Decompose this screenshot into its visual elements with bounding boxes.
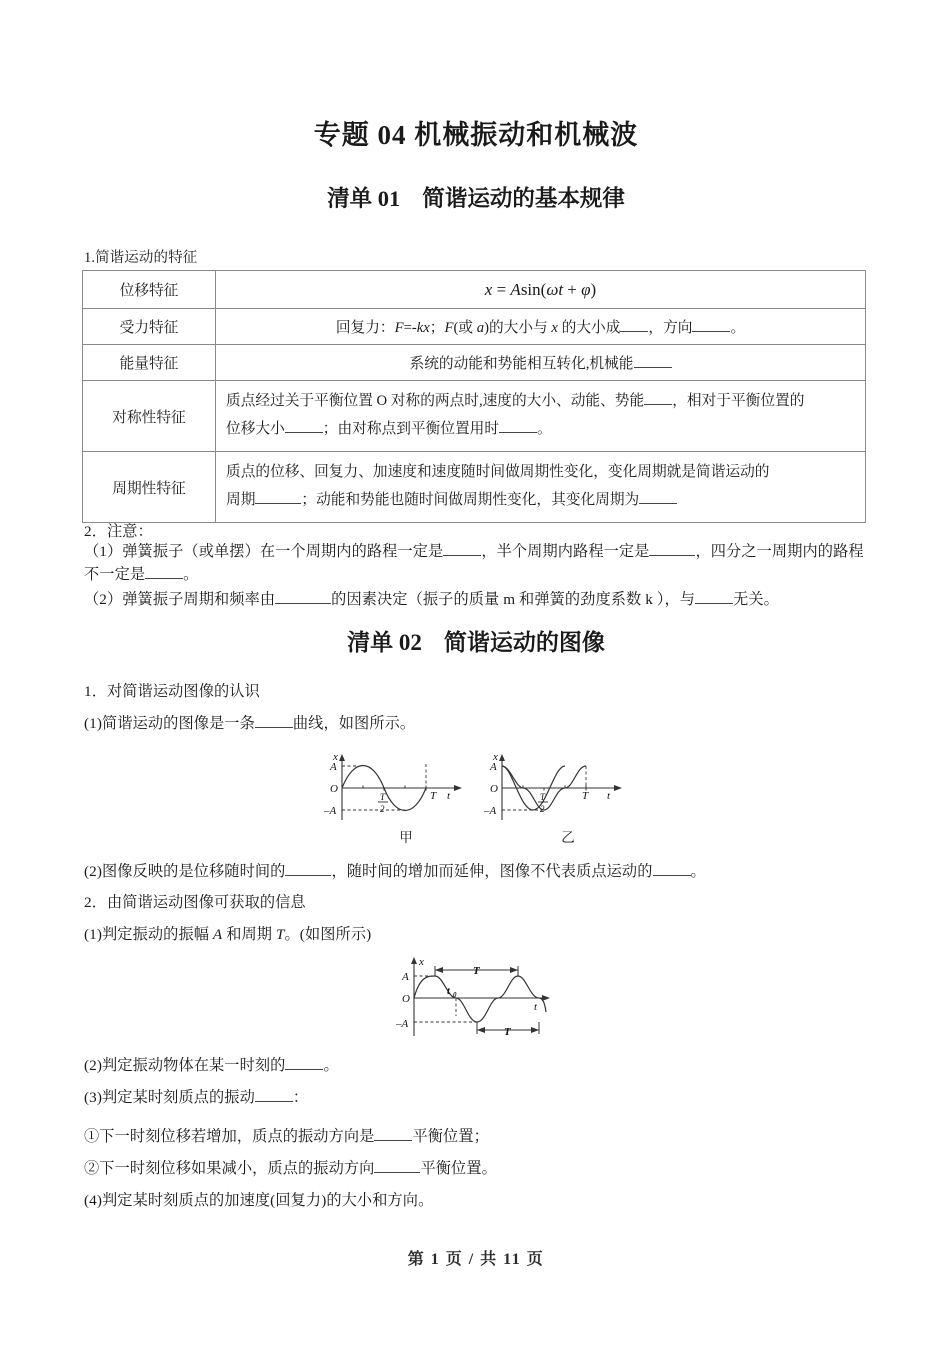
table-row bbox=[83, 345, 866, 381]
feature-list-label: 1.简谐运动的特征 bbox=[84, 250, 198, 266]
svg-text:2: 2 bbox=[540, 804, 545, 814]
y-axis-arrow bbox=[411, 957, 417, 964]
row-key-displacement: 位移特征 bbox=[83, 271, 216, 309]
item-2-label: 2．由简谐运动图像可获取的信息 bbox=[84, 894, 306, 911]
note-heading: 2．注意： bbox=[84, 523, 153, 540]
note-item-2: （2）弹簧振子周期和频率由 的因素决定（振子的质量 m 和弹簧的劲度系数 k ），与 无关。 bbox=[84, 588, 874, 611]
item-2-3: (3)判定某时刻质点的振动 ： bbox=[84, 1086, 308, 1109]
row-value-energy: 系统的动能和势能相互转化,机械能 bbox=[216, 345, 866, 381]
item-2-1: (1)判定振动的振幅 A 和周期 T。(如图所示) bbox=[84, 926, 372, 943]
svg-text:T: T bbox=[504, 1026, 511, 1038]
figure-sine-jia bbox=[316, 752, 476, 829]
svg-text:T: T bbox=[540, 792, 546, 802]
period-bottom-arrow-left bbox=[477, 1027, 485, 1033]
item-1-1: (1)简谐运动的图像是一条 曲线，如图所示。 bbox=[84, 712, 415, 735]
y-axis-arrow bbox=[339, 754, 345, 761]
period-top-arrow-right bbox=[510, 967, 518, 973]
item-1-2: (2)图像反映的是位移随时间的 ，随时间的增加而延伸，图像不代表质点运动的 。 bbox=[84, 860, 874, 883]
x-axis-arrow bbox=[614, 785, 622, 791]
svg-text:–A: –A bbox=[324, 805, 337, 817]
svg-text:A: A bbox=[402, 971, 409, 983]
svg-text:–A: –A bbox=[484, 805, 497, 817]
page-footer: 第 1 页 / 共 11 页 bbox=[407, 1251, 545, 1268]
sine-curve bbox=[414, 976, 546, 1022]
row-key-energy: 能量特征 bbox=[83, 345, 216, 381]
svg-text:A: A bbox=[330, 761, 337, 773]
harmonic-features-table bbox=[82, 270, 866, 523]
item-2-4: (4)判定某时刻质点的加速度(回复力)的大小和方向。 bbox=[84, 1192, 434, 1209]
table-row bbox=[83, 381, 866, 452]
figure-period-amplitude bbox=[388, 952, 568, 1049]
axis-label-x-var: x bbox=[493, 752, 498, 763]
period-top-arrow-left bbox=[435, 967, 443, 973]
svg-text:T: T bbox=[473, 965, 480, 977]
row-key-symmetry: 对称性特征 bbox=[83, 381, 216, 452]
svg-text:2: 2 bbox=[380, 804, 385, 814]
row-value-periodicity: 质点的位移、回复力、加速度和速度随时间做周期性变化，变化周期就是简谐运动的 周期 ；动能和势能也随时间做周期性变化，其变化周期为 bbox=[216, 452, 866, 523]
svg-text:t: t bbox=[447, 790, 451, 802]
section-2-text: 简谐运动的图像 bbox=[443, 630, 605, 655]
item-2-2: (2)判定振动物体在某一时刻的 。 bbox=[84, 1054, 339, 1077]
x-axis-arrow bbox=[454, 785, 462, 791]
section-1-text: 简谐运动的基本规律 bbox=[422, 186, 625, 211]
cosine-graph-yi bbox=[476, 752, 636, 824]
svg-text:O: O bbox=[330, 783, 338, 795]
svg-text:0: 0 bbox=[453, 991, 457, 999]
figure-caption-jia: 甲 bbox=[399, 830, 413, 845]
svg-text:t: t bbox=[447, 986, 450, 997]
axis-label-x-var: x bbox=[419, 956, 424, 968]
svg-text:O: O bbox=[402, 993, 410, 1005]
sine-graph-jia bbox=[316, 752, 476, 824]
svg-text:O: O bbox=[490, 783, 498, 795]
table-row bbox=[83, 271, 866, 309]
svg-text:t: t bbox=[607, 790, 611, 802]
table-row bbox=[83, 309, 866, 345]
svg-text:T: T bbox=[582, 790, 589, 802]
item-2-3-a: ①下一时刻位移若增加，质点的振动方向是 平衡位置； bbox=[84, 1125, 489, 1148]
item-2-3-b: ②下一时刻位移如果减小，质点的振动方向 平衡位置。 bbox=[84, 1157, 497, 1180]
section-1-prefix: 清单 01 bbox=[327, 186, 401, 211]
section-heading-1 bbox=[0, 181, 952, 213]
figure-cosine-yi bbox=[476, 752, 636, 829]
y-axis-arrow bbox=[499, 754, 505, 761]
svg-text:A: A bbox=[490, 761, 497, 773]
section-2-prefix: 清单 02 bbox=[347, 630, 422, 655]
row-key-periodicity: 周期性特征 bbox=[83, 452, 216, 523]
section-heading-2 bbox=[0, 624, 952, 657]
row-value-symmetry: 质点经过关于平衡位置 O 对称的两点时,速度的大小、动能、势能 ，相对于平衡位置的 位移大小 ；由对称点到平衡位置用时 。 bbox=[216, 381, 866, 452]
table-row bbox=[83, 452, 866, 523]
page-title: 专题 04 机械振动和机械波 bbox=[313, 120, 639, 150]
displacement-formula: x = Asin(ωt + φ) bbox=[484, 279, 597, 299]
axis-label-x-var: x bbox=[333, 752, 338, 763]
period-bottom-arrow-right bbox=[531, 1027, 539, 1033]
row-value-force: 回复力：F=-kx；F(或 a)的大小与 x 的大小成 ，方向 。 bbox=[216, 309, 866, 345]
note-item-1: （1）弹簧振子（或单摆）在一个周期内的路程一定是 ，半个周期内路程一定是 ，四分之一周期内的路程不一定是 。 bbox=[84, 540, 874, 586]
figure-caption-yi: 乙 bbox=[561, 830, 575, 845]
row-value-displacement bbox=[216, 271, 866, 309]
svg-text:t: t bbox=[534, 1001, 538, 1013]
svg-text:T: T bbox=[380, 792, 386, 802]
svg-text:T: T bbox=[430, 790, 437, 802]
svg-text:–A: –A bbox=[396, 1018, 409, 1030]
period-graph bbox=[388, 952, 568, 1044]
row-key-force: 受力特征 bbox=[83, 309, 216, 345]
item-1-label: 1．对简谐运动图像的认识 bbox=[84, 683, 260, 700]
